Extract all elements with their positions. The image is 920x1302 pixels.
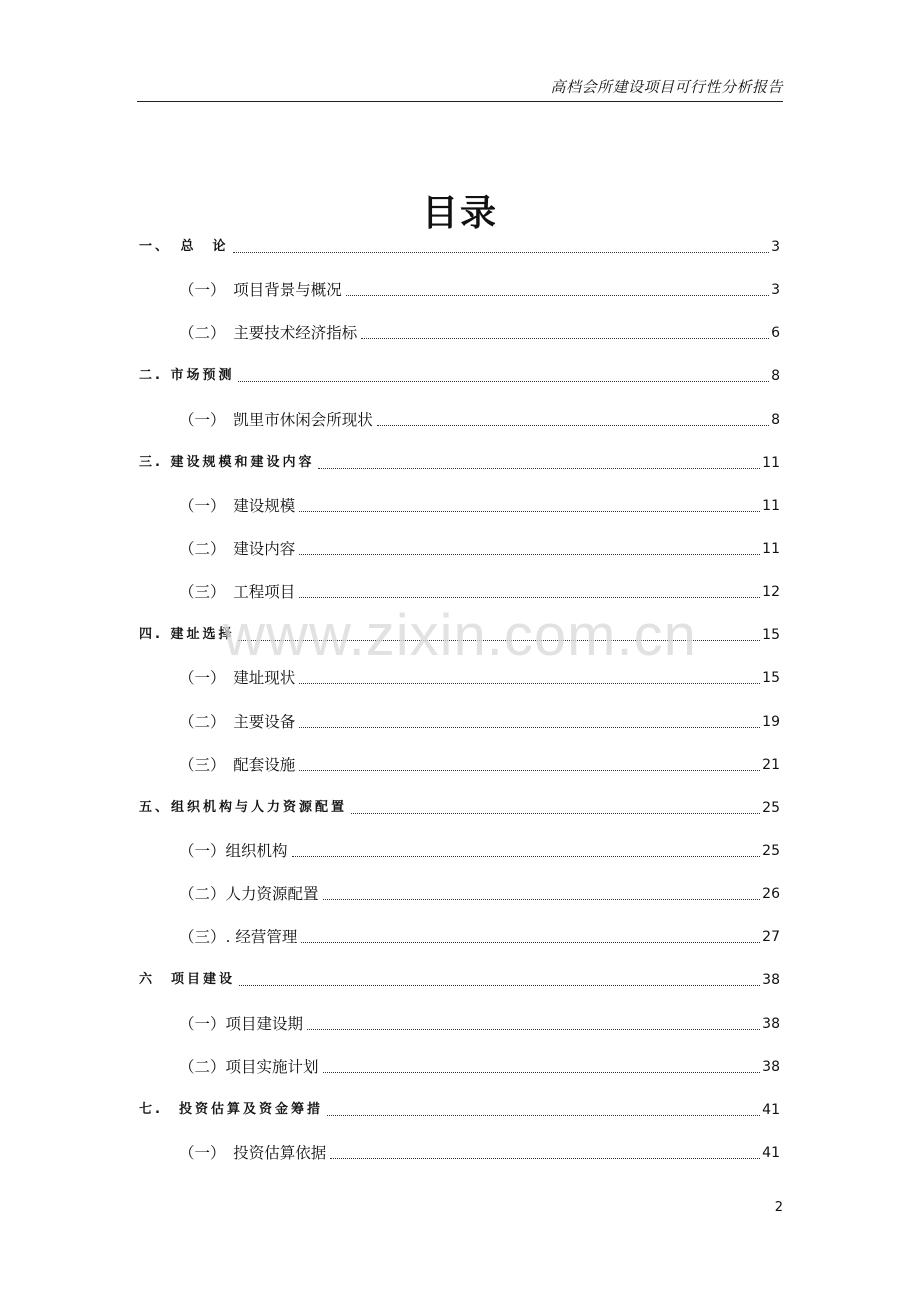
toc-section-entry[interactable] xyxy=(179,537,780,561)
toc-dot-leader xyxy=(323,899,761,900)
toc-entry-label: 五、组织机构与人力资源配置 xyxy=(139,799,348,815)
toc-entry-label: （一） 建址现状 xyxy=(179,669,296,688)
toc-dot-leader xyxy=(323,1072,761,1073)
toc-dot-leader xyxy=(299,683,760,684)
toc-section-entry[interactable] xyxy=(179,494,780,518)
toc-entry-page: 11 xyxy=(762,454,780,471)
toc-entry-label: （三） 工程项目 xyxy=(179,583,296,602)
toc-entry-page: 25 xyxy=(762,799,780,816)
toc-dot-leader xyxy=(238,640,760,641)
toc-entry-page: 26 xyxy=(762,886,780,903)
toc-entry-page: 38 xyxy=(762,972,780,989)
toc-section-entry[interactable] xyxy=(179,753,780,777)
toc-entry-page: 21 xyxy=(762,756,780,773)
toc-entry-page: 8 xyxy=(771,411,780,428)
toc-section-entry[interactable] xyxy=(179,925,780,949)
toc-section-entry[interactable] xyxy=(179,1141,780,1165)
toc-entry-page: 12 xyxy=(762,584,780,601)
toc-entry-label: （二） 主要设备 xyxy=(179,712,296,731)
toc-section-entry[interactable] xyxy=(179,839,780,863)
toc-entry-label: （一） 凯里市休闲会所现状 xyxy=(179,410,373,429)
toc-section-entry[interactable] xyxy=(179,1012,780,1036)
toc-section-entry[interactable] xyxy=(179,408,780,432)
toc-entry-label: 七. 投资估算及资金筹措 xyxy=(139,1101,323,1117)
toc-dot-leader xyxy=(299,770,760,771)
toc-dot-leader xyxy=(239,985,760,986)
toc-chapter-entry[interactable] xyxy=(139,623,780,647)
page-number: 2 xyxy=(774,1200,783,1215)
toc-entry-page: 11 xyxy=(762,497,780,514)
toc-entry-label: （二） 主要技术经济指标 xyxy=(179,324,358,343)
toc-chapter-entry[interactable] xyxy=(139,364,780,388)
toc-entry-page: 15 xyxy=(762,627,780,644)
toc-entry-label: （三） 配套设施 xyxy=(179,755,296,774)
toc-dot-leader xyxy=(318,468,760,469)
toc-entry-page: 3 xyxy=(771,239,780,255)
toc-entry-label: （一）项目建设期 xyxy=(179,1014,304,1033)
toc-entry-label: （一）组织机构 xyxy=(179,842,288,860)
toc-entry-page: 41 xyxy=(762,1144,780,1161)
toc-entry-label: 四. 建址选择 xyxy=(139,627,235,643)
toc-chapter-entry[interactable] xyxy=(139,968,780,992)
toc-entry-label: 六 项目建设 xyxy=(139,972,236,988)
toc-entry-label: （一） 建设规模 xyxy=(179,496,296,515)
toc-dot-leader xyxy=(299,727,760,728)
toc-dot-leader xyxy=(299,511,760,512)
toc-section-entry[interactable] xyxy=(179,1055,780,1079)
toc-dot-leader xyxy=(377,425,769,426)
toc-entry-page: 15 xyxy=(762,670,780,687)
toc-heading: 目录 xyxy=(421,193,498,234)
toc-dot-leader xyxy=(307,1029,760,1030)
toc-entry-page: 19 xyxy=(762,713,780,730)
toc-entry-label: （一） 投资估算依据 xyxy=(179,1143,327,1162)
toc-chapter-entry[interactable] xyxy=(139,451,780,475)
toc-section-entry[interactable] xyxy=(179,710,780,734)
toc-section-entry[interactable] xyxy=(179,580,780,604)
toc-entry-page: 27 xyxy=(762,929,780,946)
toc-entry-page: 3 xyxy=(771,282,780,299)
toc-dot-leader xyxy=(299,597,760,598)
watermark: www.zixin.com.cn xyxy=(223,603,697,668)
toc-entry-page: 6 xyxy=(771,325,780,342)
toc-entry-page: 41 xyxy=(762,1101,780,1118)
toc-entry-page: 38 xyxy=(762,1015,780,1032)
toc-chapter-entry[interactable] xyxy=(139,235,780,259)
toc-section-entry[interactable] xyxy=(179,882,780,906)
toc-section-entry[interactable] xyxy=(179,666,780,690)
toc-entry-page: 8 xyxy=(771,368,780,385)
toc-entry-label: （二）项目实施计划 xyxy=(179,1057,319,1076)
toc-entry-page: 38 xyxy=(762,1058,780,1075)
toc-dot-leader xyxy=(299,554,760,555)
page-header-title: 高档会所建设项目可行性分析报告 xyxy=(550,78,783,96)
toc-dot-leader xyxy=(238,381,769,382)
toc-chapter-entry[interactable] xyxy=(139,1098,780,1122)
toc-entry-label: （三）. 经营管理 xyxy=(179,928,298,947)
toc-entry-label: （一） 项目背景与概况 xyxy=(179,281,342,300)
toc-dot-leader xyxy=(361,338,769,339)
toc-entry-label: 三. 建设规模和建设内容 xyxy=(139,454,315,470)
toc-dot-leader xyxy=(346,295,769,296)
toc-entry-page: 11 xyxy=(762,541,780,557)
toc-chapter-entry[interactable] xyxy=(139,796,780,820)
toc-dot-leader xyxy=(351,813,760,814)
toc-entry-label: 二. 市场预测 xyxy=(139,368,235,384)
toc-section-entry[interactable] xyxy=(179,278,780,302)
toc-dot-leader xyxy=(327,1115,760,1116)
toc-section-entry[interactable] xyxy=(179,321,780,345)
toc-dot-leader xyxy=(301,942,760,943)
toc-entry-label: （二） 建设内容 xyxy=(179,540,296,558)
toc-dot-leader xyxy=(292,856,761,857)
toc-entry-label: （二）人力资源配置 xyxy=(179,885,319,904)
toc-entry-page: 25 xyxy=(762,843,780,859)
toc-dot-leader xyxy=(233,252,770,253)
toc-dot-leader xyxy=(330,1158,760,1159)
toc-entry-label: 一、 总 论 xyxy=(139,239,229,254)
